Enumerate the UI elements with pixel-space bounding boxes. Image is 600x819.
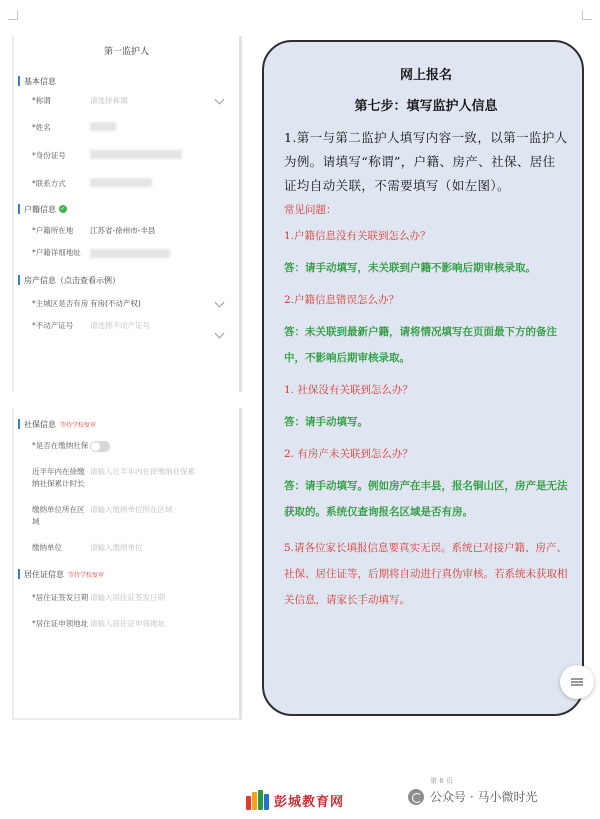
field-label: 缴纳单位 [32, 543, 62, 552]
status-badge: 等待学校复审 [60, 421, 97, 429]
field-paying-social[interactable] [14, 440, 239, 452]
field-huji-address[interactable] [14, 247, 239, 262]
section-social-info [14, 416, 239, 432]
field-name[interactable] [14, 122, 239, 135]
check-circle-icon: ✓ [60, 205, 66, 212]
wechat-account[interactable] [408, 788, 537, 805]
field-placeholder: 请输入缴纳单位 [90, 543, 143, 552]
crop-mark-top-left [8, 10, 18, 20]
book-logo-icon [246, 790, 270, 810]
field-label: *称谓 [32, 96, 51, 105]
field-placeholder: 请选择称谓 [90, 96, 128, 105]
guardian-form-screenshot-top [12, 36, 242, 392]
page-number: 第 6 页 [430, 777, 453, 785]
menu-icon[interactable] [560, 665, 594, 699]
blurred-value [90, 122, 116, 131]
faq-answer: 答：请手动填写。例如房产在丰县，报名铜山区，房产是无法获取的。系统仅查询报名区域是否有房。 [284, 480, 568, 518]
field-property-cert[interactable] [14, 320, 239, 332]
field-label: *户籍详细地址 [32, 248, 81, 257]
crop-mark-top-right [582, 10, 592, 20]
field-title[interactable] [14, 95, 239, 107]
blurred-value [90, 150, 182, 159]
panel-note: 5.请各位家长填报信息要真实无误。系统已对接户籍、房产、社保、居住证等，后期将自动进行真伪审核。若系统未获取相关信息，请家长手动填写。 [284, 542, 568, 606]
faq-answer: 答：请手动填写。 [284, 416, 368, 428]
field-huji-location[interactable] [14, 225, 239, 237]
field-placeholder: 请输入居住证申领地址 [90, 619, 165, 628]
panel-intro: 1.第一与第二监护人填写内容一致，以第一监护人为例。请填写“称谓”，户籍、房产、社保、居住证均自动关联，不需要填写（如左图）。 [284, 130, 568, 193]
instruction-panel [262, 40, 584, 716]
section-huji-info [14, 201, 239, 217]
faq-heading: 常见问题： [284, 204, 337, 216]
site-logo [246, 790, 344, 810]
field-residence-address[interactable] [14, 618, 239, 630]
field-label: 缴纳单位所在区域 [32, 505, 85, 526]
field-employer-region[interactable] [14, 504, 239, 528]
field-id-number[interactable] [14, 150, 239, 163]
field-label: *主城区是否有房 [32, 299, 89, 308]
field-label: *联系方式 [32, 179, 66, 188]
status-badge: 等待学校复审 [68, 571, 105, 579]
field-placeholder: 请输入近半年内在徐缴纳社保累 [90, 467, 195, 476]
blurred-value [90, 249, 170, 258]
field-label: *是否在缴纳社保 [32, 441, 89, 450]
section-label: 社保信息 [24, 419, 56, 429]
field-placeholder: 请输入缴纳单位所在区域 [90, 505, 173, 514]
section-label: 居住证信息 [24, 569, 64, 579]
faq-question: 1. 社保没有关联到怎么办？ [284, 384, 413, 396]
field-placeholder: 请输入居住证签发日期 [90, 593, 165, 602]
wechat-icon [408, 789, 424, 805]
field-label: *居住证签发日期 [32, 593, 89, 602]
field-label: *身份证号 [32, 151, 66, 160]
faq-answer: 答：请手动填写，未关联到户籍不影响后期审核录取。 [284, 262, 536, 274]
field-contact[interactable] [14, 178, 239, 191]
field-label: *不动产证号 [32, 321, 74, 330]
field-value: 江苏省-徐州市-丰县 [90, 226, 156, 235]
field-employer[interactable] [14, 542, 239, 554]
section-house-info[interactable]: 房产信息（点击查看示例） [14, 272, 239, 288]
faq-question: 2.户籍信息错误怎么办？ [284, 294, 400, 306]
faq-question: 1.户籍信息没有关联到怎么办？ [284, 230, 431, 242]
guardian-form-screenshot-bottom [12, 408, 242, 720]
field-label: *户籍所在地 [32, 226, 74, 235]
wechat-account-name: 公众号 · 马小微时光 [430, 790, 538, 804]
field-label: *姓名 [32, 123, 51, 132]
section-residence-info [14, 566, 239, 582]
field-value: 有房(不动产权) [90, 299, 141, 308]
section-basic-info: 基本信息 [14, 73, 239, 89]
field-social-duration[interactable] [14, 466, 239, 490]
field-label: 近半年内在徐缴纳社保累计时长 [32, 467, 85, 488]
faq-question: 2. 有房产未关联到怎么办？ [284, 448, 413, 460]
blurred-value [90, 178, 152, 187]
logo-text: 彭城教育网 [274, 794, 345, 810]
faq-answer: 答：未关联到最新户籍，请将情况填写在页面最下方的备注中，不影响后期审核录取。 [284, 326, 557, 364]
panel-title: 网上报名 [399, 68, 452, 83]
panel-step-heading: 第七步：填写监护人信息 [354, 99, 498, 114]
section-label: 户籍信息 [24, 204, 56, 214]
field-residence-date[interactable] [14, 592, 239, 604]
form-title: 第一监护人 [103, 47, 149, 57]
field-placeholder: 请选择不动产证号 [90, 321, 150, 330]
field-label: *居住证申领地址 [32, 619, 89, 628]
social-toggle[interactable] [90, 441, 110, 452]
field-has-house[interactable] [14, 298, 239, 310]
